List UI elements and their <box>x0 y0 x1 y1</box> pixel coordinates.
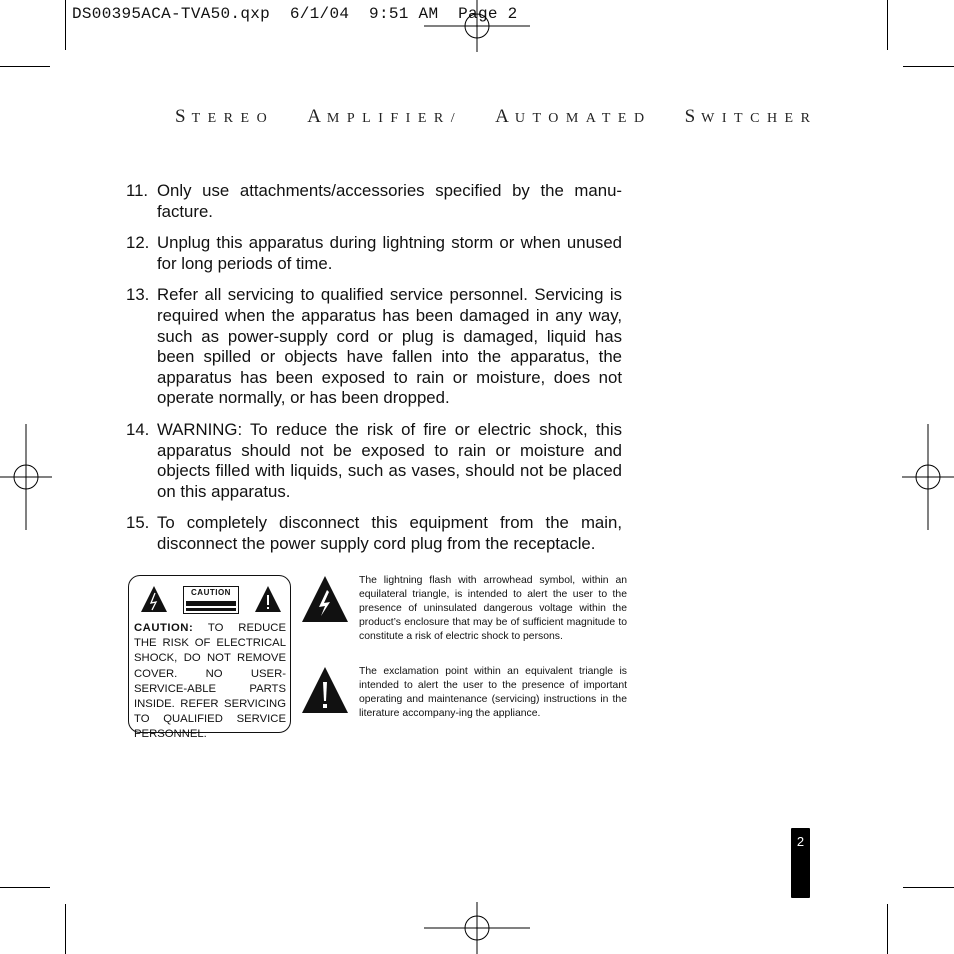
page-number-tab <box>791 828 810 898</box>
label-bar <box>186 601 236 606</box>
item-number: 12. <box>126 233 150 253</box>
caution-heading: CAUTION: <box>134 622 194 634</box>
list-item <box>126 285 622 409</box>
registration-mark-icon <box>424 902 530 954</box>
item-text: Only use attachments/accessories specified by the manu-facture. <box>157 181 622 221</box>
list-item <box>126 513 622 554</box>
crop-mark-top-right-horizontal <box>903 66 954 67</box>
header-initial: A <box>495 106 515 127</box>
item-text: Unplug this apparatus during lightning storm or when unused for long periods of time. <box>157 233 622 273</box>
slug-line: DS00395ACA-TVA50.qxp 6/1/04 9:51 AM Page 2 <box>72 5 518 23</box>
instruction-list <box>126 181 622 566</box>
item-number: 13. <box>126 285 150 305</box>
item-text: To completely disconnect this equipment from the main, disconnect the power supply cord plug from the receptacle. <box>157 513 622 553</box>
exclamation-explanation: The exclamation point within an equivalent triangle is intended to alert the user to the presence of important operating and maintenance (servicing) instructions in the literature accompany-ing the appliance. <box>359 666 627 720</box>
running-header <box>175 106 818 128</box>
exclamation-triangle-icon <box>253 584 283 614</box>
caution-box <box>128 575 291 741</box>
caution-label-text: CAUTION <box>184 587 238 598</box>
item-number: 15. <box>126 513 150 533</box>
caution-body: TO REDUCE THE RISK OF ELECTRICAL SHOCK, DO NOT REMOVE COVER. NO USER-SERVICE-ABLE PARTS INSIDE. REFER SERVICING TO QUALIFIED SERVICE PERSONNEL. <box>134 622 286 741</box>
lightning-triangle-icon <box>139 584 169 614</box>
crop-mark-bottom-left-vertical <box>65 904 66 954</box>
label-bar <box>186 608 236 611</box>
header-word: TEREO <box>191 111 275 126</box>
item-text: Refer all servicing to qualified service personnel. Servicing is required when the apparatus has been damaged in any way, such as power-supply cord or plug is damaged, liquid has been spilled or objects have fallen into the apparatus, the apparatus has been exposed to rain or moisture, does not operate normally, or has been dropped. <box>157 285 622 408</box>
registration-mark-icon <box>0 424 52 530</box>
registration-mark-icon <box>424 0 530 52</box>
crop-mark-top-left-vertical <box>65 0 66 50</box>
header-word: MPLIFIER/ <box>326 111 463 126</box>
header-word: WITCHER <box>701 111 818 126</box>
item-number: 11. <box>126 181 149 200</box>
crop-mark-bottom-right-horizontal <box>903 887 954 888</box>
crop-mark-top-right-vertical <box>887 0 888 50</box>
lightning-explanation: The lightning flash with arrowhead symbol, within an equilateral triangle, is intended to alert the user to the presence of uninsulated dangerous voltage within the product’s enclosure that may be of sufficient magnitude to constitute a risk of electric shock to persons. <box>359 575 627 643</box>
header-word: UTOMATED <box>514 111 652 126</box>
crop-mark-top-left-horizontal <box>0 66 50 67</box>
list-item <box>126 233 622 274</box>
header-initial: A <box>307 106 327 127</box>
list-item <box>126 181 622 222</box>
list-item <box>126 420 622 502</box>
caution-text <box>134 621 286 743</box>
registration-mark-icon <box>902 424 954 530</box>
page-number: 2 <box>796 834 805 849</box>
crop-mark-bottom-left-horizontal <box>0 887 50 888</box>
crop-mark-bottom-right-vertical <box>887 904 888 954</box>
item-number: 14. <box>126 419 150 439</box>
lightning-triangle-icon <box>300 574 350 624</box>
exclamation-triangle-icon <box>300 665 350 715</box>
header-initial: S <box>684 106 702 127</box>
item-text: WARNING: To reduce the risk of fire or electric shock, this apparatus should not be exposed to rain or moisture and objects filled with liquids, such as vases, should not be placed on this apparatus. <box>157 419 622 501</box>
header-initial: S <box>175 106 192 127</box>
caution-label <box>183 586 239 614</box>
